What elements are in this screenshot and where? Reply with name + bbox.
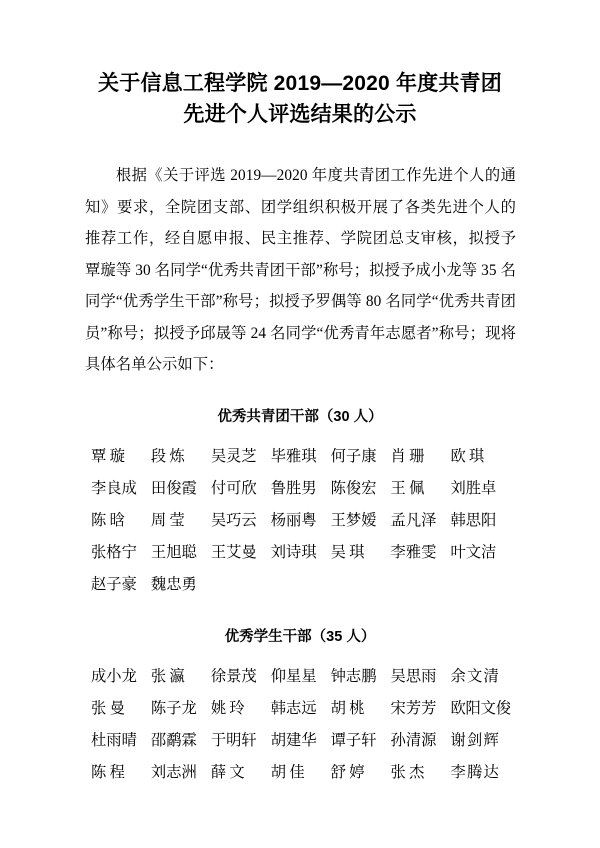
name-cell: 段 炼 [150, 447, 185, 465]
page-title [0, 0, 600, 130]
name-cell: 叶文洁 [450, 543, 497, 561]
name-cell: 于明轩 [210, 731, 257, 749]
page-title-line-1: 关于信息工程学院 2019—2020 年度共青团 [98, 72, 502, 95]
name-cell: 王艾曼 [210, 543, 257, 561]
name-cell: 毕雅琪 [270, 447, 317, 465]
section-heading: 优秀学生干部（35 人） [224, 628, 376, 645]
name-cell: 韩志远 [270, 699, 317, 717]
name-cell: 杨丽粤 [270, 511, 317, 529]
name-cell: 孙清源 [390, 731, 437, 749]
name-cell: 薛 文 [210, 763, 245, 781]
name-cell: 鲁胜男 [270, 479, 317, 497]
section-outstanding-student-cadres [0, 627, 600, 789]
name-cell: 张 杰 [390, 763, 425, 781]
name-cell: 徐景茂 [210, 667, 257, 685]
name-cell: 李良成 [91, 479, 137, 497]
name-cell: 覃 璇 [91, 447, 125, 465]
name-cell: 李腾达 [450, 763, 499, 781]
name-cell: 宋芳芳 [390, 699, 437, 717]
name-cell: 仰星星 [270, 667, 317, 685]
name-cell: 王 佩 [390, 479, 425, 497]
section-heading: 优秀共青团干部（30 人） [217, 408, 383, 425]
name-grid [91, 441, 509, 601]
name-cell: 杜雨晴 [91, 731, 137, 749]
name-cell: 吴思雨 [390, 667, 437, 685]
name-cell: 吴巧云 [210, 511, 257, 529]
name-cell: 谢剑辉 [450, 731, 499, 749]
name-cell: 张 曼 [91, 699, 125, 717]
name-cell: 胡建华 [270, 731, 317, 749]
name-cell: 吴 琪 [330, 543, 365, 561]
name-cell: 付可欣 [210, 479, 257, 497]
name-cell: 成小龙 [91, 667, 137, 685]
body-paragraph-text: 根据《关于评选 2019—2020 年度共青团工作先进个人的通知》要求，全院团支部、团学组织积极开展了各类先进个人的推荐工作，经自愿申报、民主推荐、学院团总支审核，拟授予覃璇等 30 名同学“优秀共青团干部”称号；拟授予成小龙等 35 名同学“优秀学生干部”称号；拟授予罗偶等 80 名同学“优秀共青团员”称号；拟授予邱晟等 24 名同学“优秀青年志愿者”称号；现将具体名单公示如下： [85, 167, 516, 373]
name-cell: 魏忠勇 [150, 575, 197, 593]
name-cell: 欧 琪 [450, 447, 485, 465]
name-cell: 田俊霞 [150, 479, 197, 497]
name-cell: 陈 程 [91, 763, 125, 781]
name-cell: 谭子轩 [330, 731, 377, 749]
section-outstanding-league-cadres [0, 407, 600, 601]
name-grid [91, 661, 509, 789]
name-cell: 钟志鹏 [330, 667, 377, 685]
name-cell: 赵子豪 [91, 575, 137, 593]
name-cell: 陈子龙 [150, 699, 197, 717]
page-title-line-2: 先进个人评选结果的公示 [183, 103, 417, 126]
name-cell: 余文清 [450, 667, 499, 685]
name-cell: 吴灵芝 [210, 447, 257, 465]
name-cell: 王梦嫒 [330, 511, 377, 529]
name-cell: 欧阳文俊 [450, 699, 511, 717]
name-cell: 舒 婷 [330, 763, 365, 781]
name-cell: 陈 晗 [91, 511, 125, 529]
name-cell: 邵鹬霖 [150, 731, 197, 749]
name-cell: 王旭聪 [150, 543, 197, 561]
name-cell: 陈俊宏 [330, 479, 377, 497]
name-cell: 刘志洲 [150, 763, 197, 781]
name-cell: 张格宁 [91, 543, 137, 561]
name-cell: 肖 珊 [390, 447, 425, 465]
name-cell: 姚 玲 [210, 699, 245, 717]
name-cell: 李雅雯 [390, 543, 437, 561]
name-cell: 刘诗琪 [270, 543, 317, 561]
name-cell: 胡 桃 [330, 699, 365, 717]
name-cell: 刘胜卓 [450, 479, 497, 497]
name-cell: 胡 佳 [270, 763, 305, 781]
name-cell: 韩思阳 [450, 511, 497, 529]
name-cell: 孟凡泽 [390, 511, 437, 529]
name-cell: 周 莹 [150, 511, 185, 529]
name-cell: 何子康 [330, 447, 377, 465]
name-cell: 张 瀛 [150, 667, 185, 685]
body-paragraph [0, 130, 600, 381]
